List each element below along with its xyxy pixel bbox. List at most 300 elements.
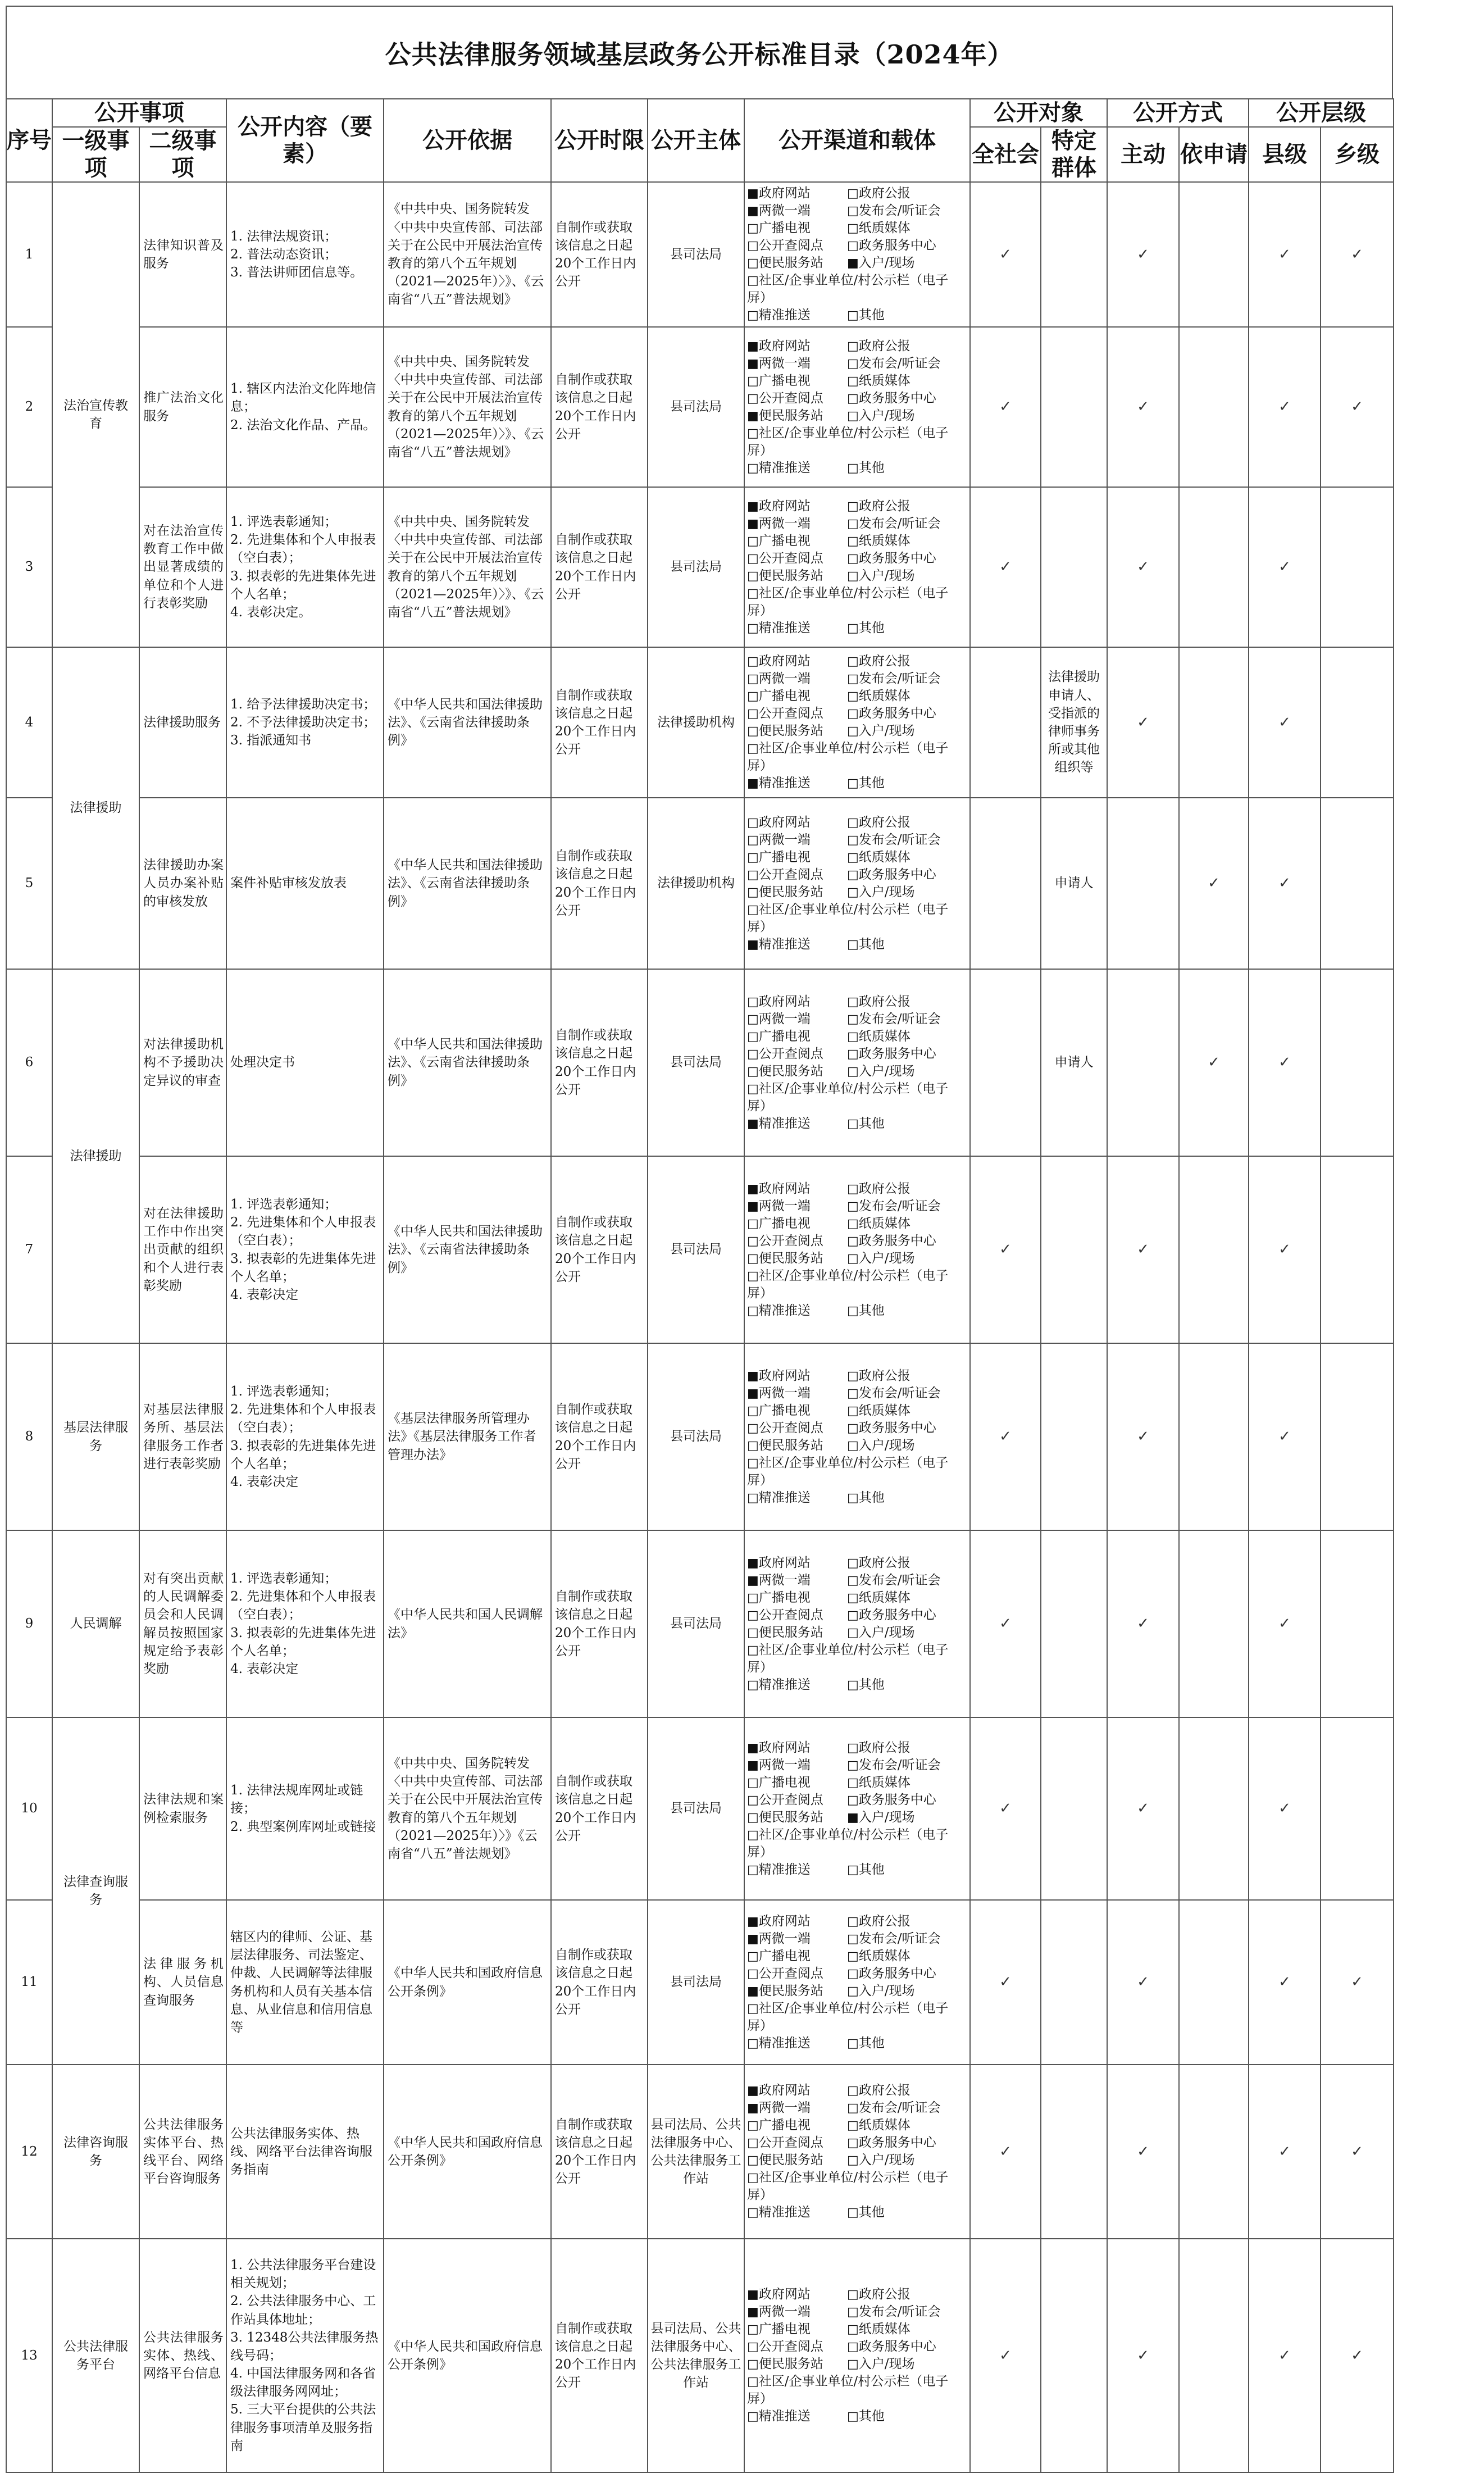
unchecked-box-icon: □ xyxy=(747,1269,759,1283)
all-society-cell: ✓ xyxy=(970,1156,1041,1343)
specific-group-cell xyxy=(1041,1530,1107,1717)
header-time: 公开时限 xyxy=(551,99,648,182)
channel-option xyxy=(847,2408,967,2425)
unchecked-box-icon: □ xyxy=(847,408,859,423)
channel-label: 广播电视 xyxy=(758,1775,811,1790)
channel-label: 入户/现场 xyxy=(858,884,915,899)
content-cell: 1. 评选表彰通知； 2. 先进集体和个人申报表（空白表）； 3. 拟表彰的先进集体先进个人名单； 4. 表彰决定 xyxy=(226,1530,384,1717)
checked-box-icon: ■ xyxy=(747,1556,759,1570)
subject-cell: 县司法局 xyxy=(648,1156,744,1343)
channel-option xyxy=(747,407,847,425)
channel-label: 其他 xyxy=(858,620,885,635)
channel-label: 其他 xyxy=(858,308,885,322)
channel-option xyxy=(747,2035,847,2052)
channel-option xyxy=(747,1402,847,1420)
subject-cell: 县司法局 xyxy=(648,1530,744,1717)
channel-label: 政务服务中心 xyxy=(858,238,936,253)
channel-label: 政府网站 xyxy=(758,498,811,513)
checked-box-icon: ■ xyxy=(747,1984,759,1998)
unchecked-box-icon: □ xyxy=(747,2375,759,2389)
channel-option xyxy=(847,567,967,585)
channel-label: 政府网站 xyxy=(758,186,811,201)
level1-cell: 人民调解 xyxy=(52,1530,139,1717)
channel-label: 政务服务中心 xyxy=(858,1607,936,1622)
unchecked-box-icon: □ xyxy=(847,2340,859,2354)
basis-cell: 《中共中央、国务院转发〈中共中央宣传部、司法部关于在公民中开展法治宣传教育的第八个五年规划（2021—2025年）〉》、《云南省“八五”普法规划》 xyxy=(384,327,551,487)
subject-cell: 县司法局、公共法律服务中心、公共法律服务工作站 xyxy=(648,2065,744,2239)
unchecked-box-icon: □ xyxy=(747,654,759,669)
channel-label: 公开查阅点 xyxy=(758,1966,823,1981)
checked-box-icon: ■ xyxy=(747,937,759,952)
channel-label: 精准推送 xyxy=(758,460,811,475)
channel-option xyxy=(747,1080,967,1115)
channel-label: 公开查阅点 xyxy=(758,1046,823,1061)
unchecked-box-icon: □ xyxy=(847,1914,859,1929)
channel-label: 社区/企事业单位/村公示栏（电子屏） xyxy=(747,741,949,773)
basis-cell: 《中共中央、国务院转发〈中共中央宣传部、司法部关于在公民中开展法治宣传教育的第八个五年规划（2021—2025年）〉》、《云南省“八五”普法规划》 xyxy=(384,182,551,327)
unchecked-box-icon: □ xyxy=(847,2101,859,2115)
channel-label: 便民服务站 xyxy=(758,1625,823,1640)
active-cell xyxy=(1107,969,1179,1156)
channel-option xyxy=(847,705,967,722)
channel-option xyxy=(847,1250,967,1267)
checked-box-icon: ■ xyxy=(847,1810,859,1825)
seq-cell: 9 xyxy=(6,1530,52,1717)
channel-option xyxy=(747,254,847,272)
channel-label: 政府公报 xyxy=(858,1555,911,1570)
active-cell: ✓ xyxy=(1107,2065,1179,2239)
channel-label: 社区/企事业单位/村公示栏（电子屏） xyxy=(747,2170,949,2202)
channel-label: 纸质媒体 xyxy=(858,1775,911,1790)
channel-option xyxy=(747,237,847,254)
channel-option xyxy=(847,1676,967,1694)
channel-option xyxy=(847,1739,967,1757)
level2-cell: 公共法律服务实体、热线、网络平台信息 xyxy=(139,2239,226,2472)
basis-cell: 《中华人民共和国法律援助法》、《云南省法律援助条例》 xyxy=(384,798,551,969)
specific-group-cell: 申请人 xyxy=(1041,798,1107,969)
level2-cell: 对基层法律服务所、基层法律服务工作者进行表彰奖励 xyxy=(139,1343,226,1530)
channel-option xyxy=(847,460,967,477)
channel-label: 发布会/听证会 xyxy=(858,1572,941,1588)
unchecked-box-icon: □ xyxy=(747,1608,759,1622)
channel-option xyxy=(747,2152,847,2169)
header-content: 公开内容（要素） xyxy=(226,99,384,182)
channel-option xyxy=(747,2356,847,2373)
channel-label: 其他 xyxy=(858,1116,885,1131)
unchecked-box-icon: □ xyxy=(847,2119,859,2133)
all-society-cell xyxy=(970,969,1041,1156)
unchecked-box-icon: □ xyxy=(747,2322,759,2336)
channel-option xyxy=(847,1302,967,1320)
header-basis: 公开依据 xyxy=(384,99,551,182)
channel-option xyxy=(847,1402,967,1420)
channel-option xyxy=(747,1792,847,1809)
channel-label: 便民服务站 xyxy=(758,884,823,899)
township-cell xyxy=(1321,1717,1394,1900)
active-cell: ✓ xyxy=(1107,1900,1179,2065)
unchecked-box-icon: □ xyxy=(847,1438,859,1453)
channel-label: 广播电视 xyxy=(758,373,811,388)
active-cell: ✓ xyxy=(1107,327,1179,487)
channel-option xyxy=(747,533,847,550)
channel-label: 政府公报 xyxy=(858,1181,911,1196)
checked-box-icon: ■ xyxy=(747,1740,759,1755)
active-cell: ✓ xyxy=(1107,2239,1179,2472)
channel-label: 其他 xyxy=(858,1677,885,1692)
active-cell: ✓ xyxy=(1107,182,1179,327)
township-cell xyxy=(1321,1343,1394,1530)
township-cell xyxy=(1321,969,1394,1156)
channel-label: 其他 xyxy=(858,1490,885,1505)
unchecked-box-icon: □ xyxy=(847,1490,859,1505)
channel-option xyxy=(747,2099,847,2117)
channel-option xyxy=(747,1676,847,1694)
township-cell: ✓ xyxy=(1321,182,1394,327)
channel-option xyxy=(847,2303,967,2321)
channel-cell xyxy=(744,798,970,969)
channel-label: 精准推送 xyxy=(758,2409,811,2424)
channel-label: 其他 xyxy=(858,1862,885,1877)
channel-label: 政府网站 xyxy=(758,2083,811,2098)
unchecked-box-icon: □ xyxy=(847,1608,859,1622)
unchecked-box-icon: □ xyxy=(847,937,859,952)
channel-label: 便民服务站 xyxy=(758,724,823,738)
channel-list xyxy=(745,1738,969,1880)
channel-label: 发布会/听证会 xyxy=(858,1198,941,1213)
level2-cell: 对在法律援助工作中作出突出贡献的组织和个人进行表彰奖励 xyxy=(139,1156,226,1343)
channel-option xyxy=(747,775,847,792)
channel-option xyxy=(847,936,967,953)
channel-label: 入户/现场 xyxy=(858,1438,915,1453)
all-society-cell: ✓ xyxy=(970,1343,1041,1530)
level2-cell: 公共法律服务实体平台、热线平台、网络平台咨询服务 xyxy=(139,2065,226,2239)
channel-option xyxy=(847,1028,967,1045)
unchecked-box-icon: □ xyxy=(747,2153,759,2167)
all-society-cell: ✓ xyxy=(970,487,1041,647)
channel-label: 社区/企事业单位/村公示栏（电子屏） xyxy=(747,1455,949,1488)
channel-option xyxy=(747,1011,847,1028)
channel-option xyxy=(847,1215,967,1233)
unchecked-box-icon: □ xyxy=(847,850,859,865)
channel-option xyxy=(847,2117,967,2134)
subject-cell: 县司法局 xyxy=(648,487,744,647)
channel-label: 发布会/听证会 xyxy=(858,356,941,371)
channel-option xyxy=(747,550,847,567)
channel-option xyxy=(847,220,967,237)
channel-option xyxy=(847,1624,967,1642)
county-cell: ✓ xyxy=(1249,2065,1321,2239)
channel-option xyxy=(747,272,967,307)
content-cell: 公共法律服务实体、热线、网络平台法律咨询服务指南 xyxy=(226,2065,384,2239)
unchecked-box-icon: □ xyxy=(847,1740,859,1755)
channel-option xyxy=(747,1642,967,1676)
channel-option xyxy=(847,2321,967,2338)
unchecked-box-icon: □ xyxy=(847,1590,859,1605)
level1-cell: 法律咨询服务 xyxy=(52,2065,139,2239)
all-society-cell: ✓ xyxy=(970,2239,1041,2472)
checked-box-icon: ■ xyxy=(747,516,759,531)
seq-cell: 12 xyxy=(6,2065,52,2239)
seq-cell: 2 xyxy=(6,327,52,487)
checked-box-icon: ■ xyxy=(747,1181,759,1196)
township-cell xyxy=(1321,1156,1394,1343)
channel-option xyxy=(847,866,967,884)
channel-option xyxy=(847,1198,967,1215)
township-cell xyxy=(1321,1530,1394,1717)
channel-label: 公开查阅点 xyxy=(758,706,823,721)
unchecked-box-icon: □ xyxy=(847,374,859,388)
header-county: 县级 xyxy=(1249,127,1321,182)
channel-cell xyxy=(744,1343,970,1530)
channel-option xyxy=(847,2099,967,2117)
channel-option xyxy=(847,185,967,202)
checked-box-icon: ■ xyxy=(747,1369,759,1383)
seq-cell: 7 xyxy=(6,1156,52,1343)
unchecked-box-icon: □ xyxy=(747,1625,759,1640)
unchecked-box-icon: □ xyxy=(747,1303,759,1318)
channel-label: 便民服务站 xyxy=(758,256,823,270)
channel-label: 两微一端 xyxy=(758,356,811,371)
channel-label: 入户/现场 xyxy=(858,1251,915,1266)
county-cell: ✓ xyxy=(1249,327,1321,487)
channel-label: 公开查阅点 xyxy=(758,390,823,406)
channel-label: 政务服务中心 xyxy=(858,1420,936,1435)
channel-cell xyxy=(744,182,970,327)
all-society-cell xyxy=(970,798,1041,969)
unchecked-box-icon: □ xyxy=(847,551,859,566)
channel-label: 便民服务站 xyxy=(758,1063,823,1079)
channel-option xyxy=(847,372,967,390)
table-row xyxy=(6,1156,1394,1343)
all-society-cell: ✓ xyxy=(970,1717,1041,1900)
catalog-sheet xyxy=(6,6,1393,2453)
channel-label: 社区/企事业单位/村公示栏（电子屏） xyxy=(747,1827,949,1860)
level1-cell: 法律查询服务 xyxy=(52,1717,139,2065)
channel-label: 政府公报 xyxy=(858,2287,911,2302)
channel-label: 其他 xyxy=(858,1303,885,1318)
unchecked-box-icon: □ xyxy=(847,1984,859,1998)
channel-label: 政府公报 xyxy=(858,654,911,669)
channel-option xyxy=(747,1983,847,2000)
specific-group-cell xyxy=(1041,1156,1107,1343)
channel-label: 发布会/听证会 xyxy=(858,1931,941,1946)
unchecked-box-icon: □ xyxy=(847,2357,859,2371)
on-request-cell xyxy=(1179,1156,1249,1343)
channel-label: 广播电视 xyxy=(758,533,811,548)
unchecked-box-icon: □ xyxy=(747,308,759,322)
time-cell: 自制作或获取该信息之日起20个工作日内公开 xyxy=(551,1530,648,1717)
unchecked-box-icon: □ xyxy=(747,1678,759,1692)
channel-label: 其他 xyxy=(858,2035,885,2051)
channel-label: 便民服务站 xyxy=(758,568,823,583)
header-seq: 序号 xyxy=(6,99,52,182)
unchecked-box-icon: □ xyxy=(847,569,859,583)
channel-list xyxy=(745,336,969,479)
channel-option xyxy=(847,237,967,254)
channel-option xyxy=(747,567,847,585)
seq-cell: 8 xyxy=(6,1343,52,1530)
county-cell: ✓ xyxy=(1249,1530,1321,1717)
subject-cell: 县司法局 xyxy=(648,1343,744,1530)
content-cell: 1. 给予法律援助决定书； 2. 不予法律援助决定书； 3. 指派通知书 xyxy=(226,647,384,798)
channel-label: 其他 xyxy=(858,2409,885,2424)
basis-cell: 《中华人民共和国法律援助法》、《云南省法律援助条例》 xyxy=(384,647,551,798)
channel-option xyxy=(747,1115,847,1133)
channel-label: 政府公报 xyxy=(858,1368,911,1383)
unchecked-box-icon: □ xyxy=(747,1234,759,1248)
channel-label: 政府网站 xyxy=(758,815,811,830)
channel-label: 政府网站 xyxy=(758,1181,811,1196)
township-cell: ✓ xyxy=(1321,2065,1394,2239)
channel-option xyxy=(747,2303,847,2321)
unchecked-box-icon: □ xyxy=(847,2410,859,2424)
specific-group-cell xyxy=(1041,327,1107,487)
unchecked-box-icon: □ xyxy=(747,2171,759,2185)
specific-group-cell xyxy=(1041,2065,1107,2239)
channel-list xyxy=(745,992,969,1134)
channel-option xyxy=(747,993,847,1011)
channel-option xyxy=(847,1180,967,1198)
county-cell: ✓ xyxy=(1249,487,1321,647)
checked-box-icon: ■ xyxy=(747,2305,759,2319)
channel-label: 其他 xyxy=(858,937,885,952)
channel-option xyxy=(847,670,967,688)
channel-label: 公开查阅点 xyxy=(758,238,823,253)
channel-option xyxy=(747,1826,967,1861)
channel-option xyxy=(847,2082,967,2099)
county-cell: ✓ xyxy=(1249,969,1321,1156)
unchecked-box-icon: □ xyxy=(847,885,859,899)
unchecked-box-icon: □ xyxy=(847,689,859,703)
channel-option xyxy=(747,425,967,460)
unchecked-box-icon: □ xyxy=(847,516,859,531)
unchecked-box-icon: □ xyxy=(747,2036,759,2051)
channel-option xyxy=(847,1045,967,1063)
level2-cell: 对在法治宣传教育工作中做出显著成绩的单位和个人进行表彰奖励 xyxy=(139,487,226,647)
channel-option xyxy=(747,1045,847,1063)
subject-cell: 县司法局 xyxy=(648,1717,744,1900)
content-cell: 1. 公共法律服务平台建设相关规划； 2. 公共法律服务中心、工作站具体地址； 3. 12348公共法律服务热线号码； 4. 中国法律服务网和各省级法律服务网网址； 5. 三大平台提供的公共法律服务事项清单及服务指南 xyxy=(226,2239,384,2472)
unchecked-box-icon: □ xyxy=(747,1775,759,1790)
unchecked-box-icon: □ xyxy=(847,1216,859,1231)
channel-option xyxy=(847,1489,967,1507)
channel-label: 政府公报 xyxy=(858,186,911,201)
channel-label: 政府公报 xyxy=(858,815,911,830)
channel-option xyxy=(847,1965,967,1983)
channel-label: 精准推送 xyxy=(758,1116,811,1131)
unchecked-box-icon: □ xyxy=(847,239,859,253)
active-cell: ✓ xyxy=(1107,1717,1179,1900)
channel-label: 精准推送 xyxy=(758,1303,811,1318)
unchecked-box-icon: □ xyxy=(847,654,859,669)
checked-box-icon: ■ xyxy=(747,1573,759,1588)
channel-option xyxy=(847,722,967,740)
channel-label: 纸质媒体 xyxy=(858,2118,911,2133)
channel-option xyxy=(847,620,967,637)
channel-option xyxy=(747,620,847,637)
channel-option xyxy=(847,254,967,272)
channel-option xyxy=(847,1420,967,1437)
seq-cell: 3 xyxy=(6,487,52,647)
channel-label: 两微一端 xyxy=(758,671,811,686)
unchecked-box-icon: □ xyxy=(747,689,759,703)
channel-option xyxy=(747,202,847,220)
content-cell: 1. 法律法规库网址或链接； 2. 典型案例库网址或链接 xyxy=(226,1717,384,1900)
specific-group-cell xyxy=(1041,487,1107,647)
table-row xyxy=(6,969,1394,1156)
channel-option xyxy=(847,1948,967,1965)
county-cell: ✓ xyxy=(1249,182,1321,327)
channel-label: 便民服务站 xyxy=(758,2153,823,2167)
channel-label: 政务服务中心 xyxy=(858,706,936,721)
channel-label: 精准推送 xyxy=(758,937,811,952)
checked-box-icon: ■ xyxy=(747,1931,759,1946)
table-row xyxy=(6,487,1394,647)
time-cell: 自制作或获取该信息之日起20个工作日内公开 xyxy=(551,1343,648,1530)
channel-label: 政府网站 xyxy=(758,338,811,353)
unchecked-box-icon: □ xyxy=(747,239,759,253)
channel-option xyxy=(847,2134,967,2152)
unchecked-box-icon: □ xyxy=(747,1216,759,1231)
channel-option xyxy=(847,498,967,515)
channel-option xyxy=(747,460,847,477)
channel-label: 公开查阅点 xyxy=(758,551,823,566)
channel-label: 政务服务中心 xyxy=(858,867,936,882)
time-cell: 自制作或获取该信息之日起20个工作日内公开 xyxy=(551,798,648,969)
on-request-cell xyxy=(1179,2239,1249,2472)
channel-label: 便民服务站 xyxy=(758,1438,823,1453)
content-cell: 1. 评选表彰通知； 2. 先进集体和个人申报表（空白表）； 3. 拟表彰的先进集体先进个人名单； 4. 表彰决定 xyxy=(226,1156,384,1343)
unchecked-box-icon: □ xyxy=(747,1590,759,1605)
catalog-body xyxy=(6,182,1394,2472)
all-society-cell: ✓ xyxy=(970,182,1041,327)
channel-option xyxy=(847,1861,967,1879)
channel-label: 纸质媒体 xyxy=(858,1403,911,1418)
level1-cell: 公共法律服务平台 xyxy=(52,2239,139,2472)
channel-option xyxy=(847,2035,967,2052)
unchecked-box-icon: □ xyxy=(847,776,859,790)
channel-option xyxy=(847,515,967,533)
township-cell xyxy=(1321,647,1394,798)
channel-option xyxy=(747,831,847,849)
active-cell: ✓ xyxy=(1107,487,1179,647)
unchecked-box-icon: □ xyxy=(847,1573,859,1588)
channel-option xyxy=(847,2204,967,2221)
unchecked-box-icon: □ xyxy=(747,1862,759,1877)
unchecked-box-icon: □ xyxy=(747,1047,759,1061)
unchecked-box-icon: □ xyxy=(847,1251,859,1266)
on-request-cell xyxy=(1179,327,1249,487)
channel-label: 广播电视 xyxy=(758,849,811,865)
channel-option xyxy=(847,1589,967,1607)
channel-option xyxy=(847,884,967,901)
channel-option xyxy=(847,2338,967,2356)
channel-option xyxy=(747,2117,847,2134)
channel-option xyxy=(847,1011,967,1028)
seq-cell: 10 xyxy=(6,1717,52,1900)
channel-option xyxy=(847,1115,967,1133)
channel-option xyxy=(847,533,967,550)
channel-label: 便民服务站 xyxy=(758,1251,823,1266)
township-cell: ✓ xyxy=(1321,327,1394,487)
channel-label: 政府公报 xyxy=(858,994,911,1009)
unchecked-box-icon: □ xyxy=(747,994,759,1009)
unchecked-box-icon: □ xyxy=(847,1403,859,1418)
unchecked-box-icon: □ xyxy=(847,815,859,830)
unchecked-box-icon: □ xyxy=(847,1181,859,1196)
unchecked-box-icon: □ xyxy=(747,1456,759,1470)
channel-option xyxy=(747,1198,847,1215)
